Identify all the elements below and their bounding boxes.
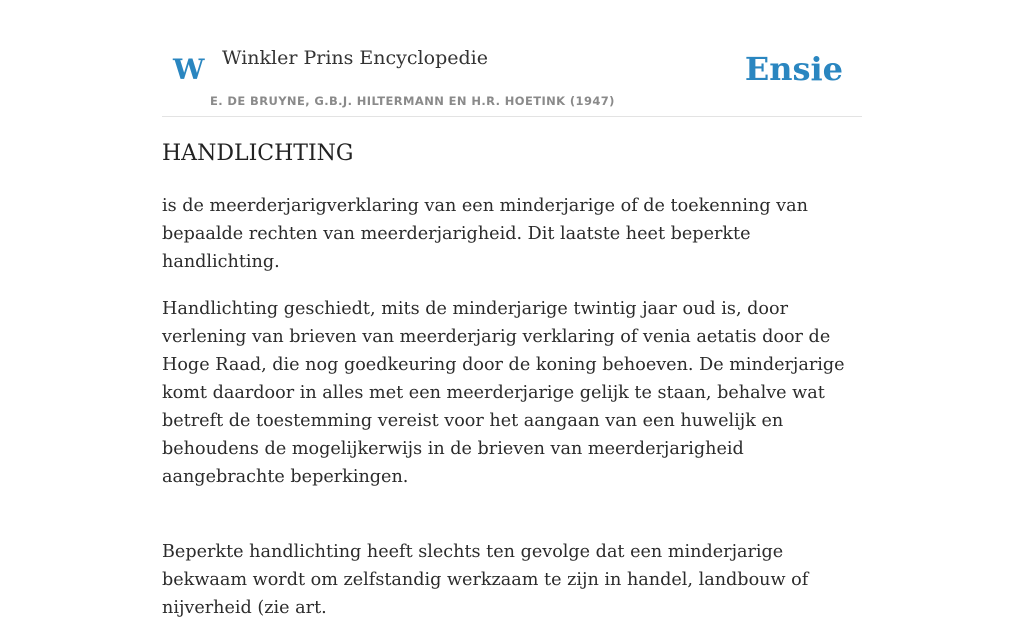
- entry-paragraph-1: is de meerderjarigverklaring van een minderjarige of de toekenning van bepaalde rechten van meerderjarigheid. Dit laatste heet beperkte handlichting.: [162, 196, 808, 272]
- source-authors: E. DE BRUYNE, G.B.J. HILTERMANN EN H.R. HOETINK (1947): [210, 94, 615, 108]
- winkler-prins-logo[interactable]: W: [173, 53, 205, 86]
- site-header: [162, 0, 862, 117]
- entry-paragraph-2: Handlichting geschiedt, mits de minderjarige twintig jaar oud is, door verlening van brieven van meerderjarig verklaring of venia aetatis door de Hoge Raad, die nog goedkeuring door de koning behoeven. De minderjarige komt daardoor in alles met een meerderjarige gelijk te staan, behalve wat betreft de toestemming vereist voor het aangaan van een huwelijk en behoudens de mogelijkerwijs in de brieven van meerderjarigheid aangebrachte beperkingen.: [162, 299, 845, 487]
- source-title[interactable]: Winkler Prins Encyclopedie: [222, 47, 488, 69]
- ensie-logo[interactable]: Ensie: [744, 50, 843, 88]
- entry-body: [162, 192, 862, 641]
- entry-paragraph-3: Beperkte handlichting heeft slechts ten gevolge dat een minderjarige bekwaam wordt om zelfstandig werkzaam te zijn in handel, landbouw of nijverheid (zie art.: [162, 542, 809, 618]
- entry-title: HANDLICHTING: [162, 141, 354, 166]
